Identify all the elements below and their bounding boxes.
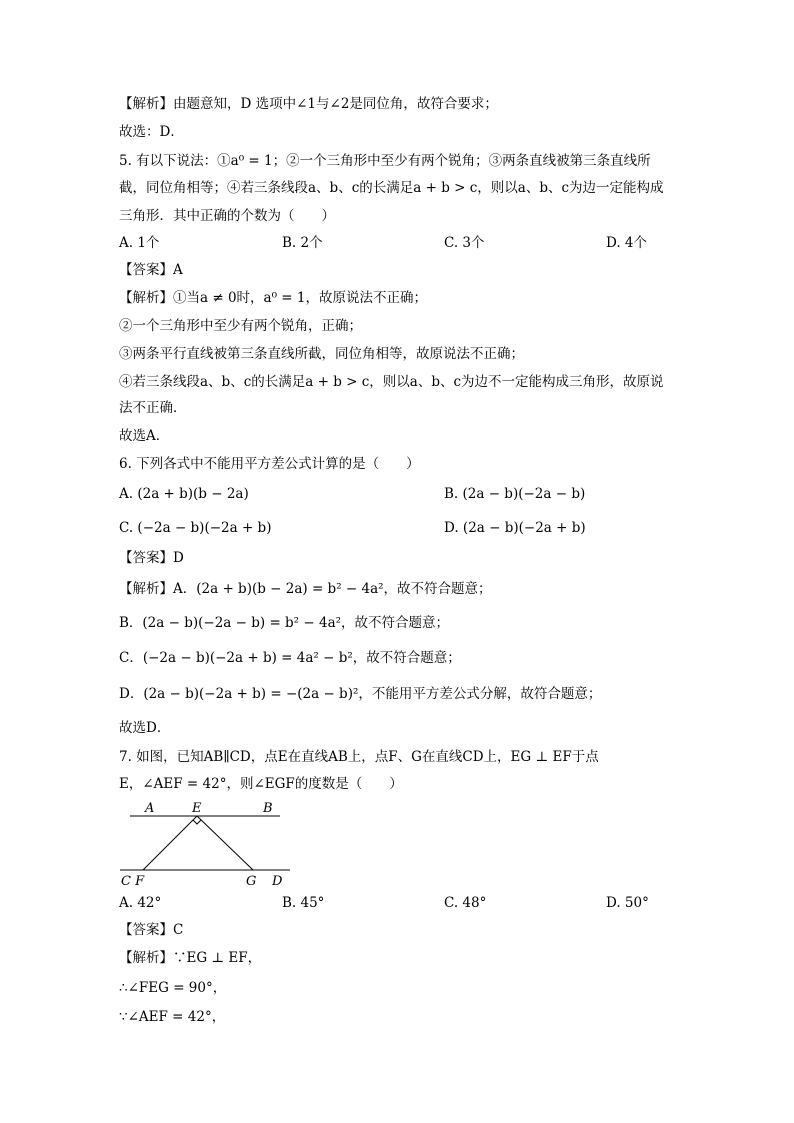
q6-explanation-d: D．(2a − b)(−2a + b) = −(2a − b)²，不能用平方差公式分解，故符合题意； (119, 686, 602, 702)
q6-option-b: B. (2a − b)(−2a − b) (444, 486, 586, 502)
question-7-line-1: 7. 如图，已知AB∥CD，点E在直线AB上，点F、G在直线CD上，EG ⊥ EF于点 (119, 749, 599, 765)
segment-ef (143, 816, 197, 870)
q7-answer: 【答案】C (119, 922, 184, 938)
q7-option-d: D. 50° (606, 895, 649, 911)
q5-explanation-4: ④若三条线段a、b、c的长满足a + b > c，则以a、b、c为边不一定能构成三角形，故原说 (119, 374, 664, 390)
q7-option-c: C. 48° (444, 895, 487, 911)
q6-option-c: C. (−2a − b)(−2a + b) (119, 520, 272, 536)
question-5-line-1: 5. 有以下说法：①a⁰ = 1；②一个三角形中至少有两个锐角；③两条直线被第三条直线所 (119, 153, 651, 169)
analysis-line: 【解析】由题意知，D 选项中∠1与∠2是同位角，故符合要求； (119, 96, 498, 112)
q7-explanation-3: ∵∠AEF = 42°， (119, 1009, 226, 1025)
label-d: D (272, 874, 283, 888)
segment-eg (197, 816, 253, 870)
q5-answer: 【答案】A (119, 262, 183, 278)
q5-option-c: C. 3个 (444, 235, 485, 251)
q5-explanation-3: ③两条平行直线被第三条直线所截，同位角相等，故原说法不正确； (119, 346, 524, 362)
geometry-figure (115, 798, 295, 888)
q5-choice: 故选A． (119, 428, 170, 444)
q6-explanation-a: 【解析】A．(2a + b)(b − 2a) = b² − 4a²，故不符合题意； (119, 581, 492, 597)
label-cf: C F (121, 874, 145, 888)
q6-explanation-b: B．(2a − b)(−2a − b) = b² − 4a²，故不符合题意； (119, 615, 450, 631)
question-6-stem: 6. 下列各式中不能用平方差公式计算的是（ ） (119, 456, 420, 472)
q6-option-a: A. (2a + b)(b − 2a) (119, 486, 249, 502)
label-a: A (145, 801, 155, 816)
q6-choice: 故选D． (119, 720, 171, 736)
choice-line: 故选：D． (119, 124, 184, 140)
q7-explanation-2: ∴∠FEG = 90°， (119, 980, 227, 996)
q7-option-b: B. 45° (282, 895, 325, 911)
q5-option-d: D. 4个 (606, 235, 648, 251)
q6-answer: 【答案】D (119, 550, 184, 566)
q7-option-a: A. 42° (119, 895, 162, 911)
label-g: G (246, 874, 257, 888)
q5-explanation-5: 法不正确． (119, 400, 187, 416)
q5-option-a: A. 1个 (119, 235, 160, 251)
right-angle-mark (193, 820, 201, 824)
label-e: E (192, 801, 202, 816)
question-5-line-3: 三角形．其中正确的个数为（ ） (119, 208, 335, 224)
label-b: B (263, 801, 273, 816)
q5-explanation-2: ②一个三角形中至少有两个锐角，正确； (119, 318, 362, 334)
q7-explanation-1: 【解析】∵EG ⊥ EF， (119, 950, 262, 966)
question-7-line-2: E，∠AEF = 42°，则∠EGF的度数是（ ） (119, 776, 403, 792)
q6-option-d: D. (2a − b)(−2a + b) (444, 520, 586, 536)
q5-explanation-1: 【解析】①当a ≠ 0时，a⁰ = 1，故原说法不正确； (119, 290, 427, 306)
q6-explanation-c: C．(−2a − b)(−2a + b) = 4a² − b²，故不符合题意； (119, 650, 461, 666)
q5-option-b: B. 2个 (282, 235, 323, 251)
question-5-line-2: 截，同位角相等；④若三条线段a、b、c的长满足a + b > c，则以a、b、c为边一定能构成 (119, 180, 664, 196)
